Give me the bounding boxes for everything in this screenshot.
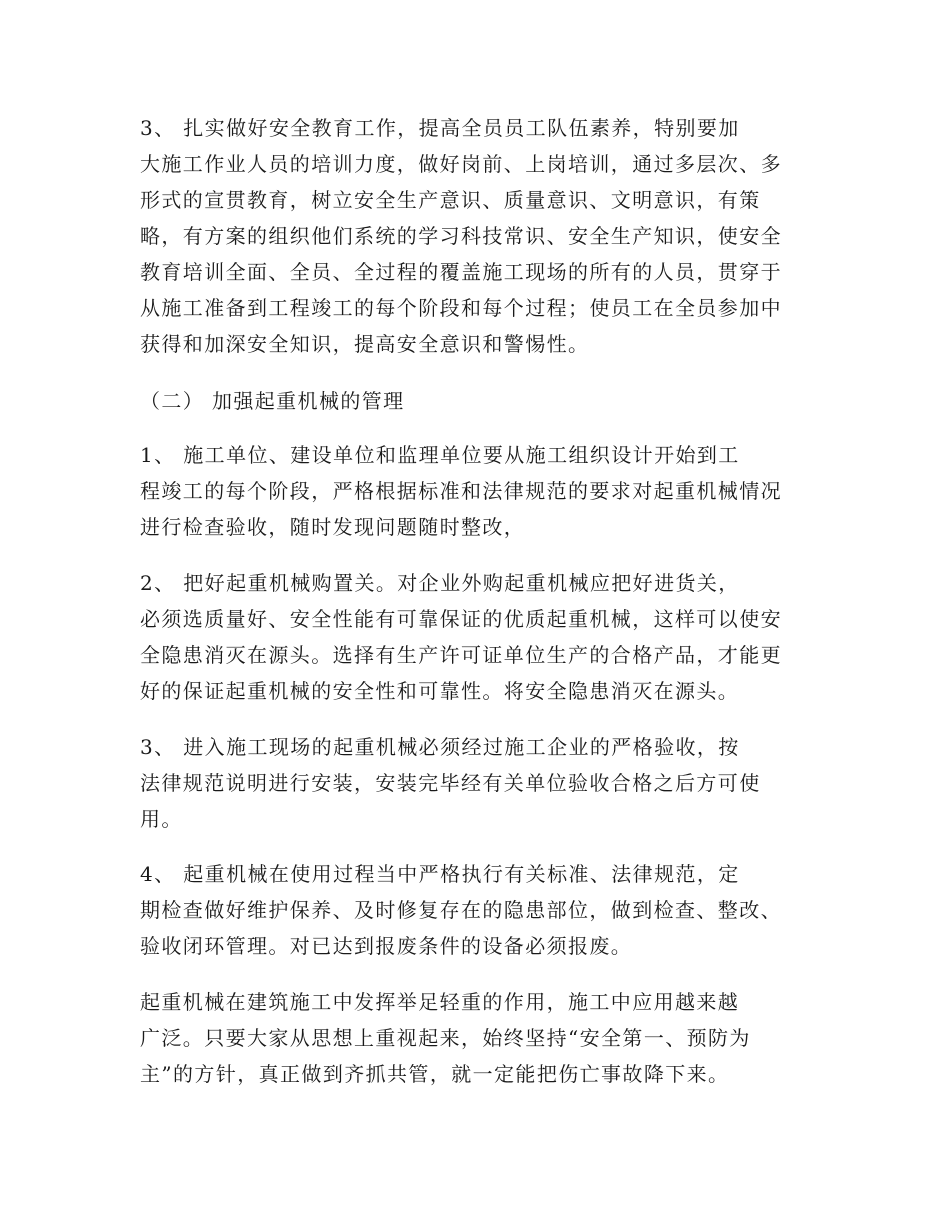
- text-line: 4、 起重机械在使用过程当中严格执行有关标准、法律规范，定: [140, 862, 740, 886]
- text-line: 期检查做好维护保养、及时修复存在的隐患部位，做到检查、整改、: [140, 898, 782, 922]
- text-line: 广泛。只要大家从思想上重视起来，始终坚持“安全第一、预防为: [140, 1026, 751, 1050]
- text-line: 从施工准备到工程竣工的每个阶段和每个过程；使员工在全员参加中: [140, 296, 782, 320]
- text-line: 3、 进入施工现场的起重机械必须经过施工企业的严格验收，按: [140, 735, 740, 759]
- text-line: 教育培训全面、全员、全过程的覆盖施工现场的所有的人员，贯穿于: [140, 260, 782, 284]
- text-line: 获得和加深安全知识，提高安全意识和警惕性。: [140, 332, 590, 356]
- text-line: 1、 施工单位、建设单位和监理单位要从施工组织设计开始到工: [140, 443, 740, 467]
- text-line: 程竣工的每个阶段，严格根据标准和法律规范的要求对起重机械情况: [140, 479, 782, 503]
- paragraph-item-3: [140, 729, 820, 837]
- text-line: 主”的方针，真正做到齐抓共管，就一定能把伤亡事故降下来。: [140, 1062, 730, 1086]
- text-line: 2、 把好起重机械购置关。对企业外购起重机械应把好进货关，: [140, 571, 740, 595]
- text-line: 略，有方案的组织他们系统的学习科技常识、安全生产知识，使安全: [140, 224, 782, 248]
- text-line: （二） 加强起重机械的管理: [140, 389, 405, 413]
- text-line: 用。: [140, 807, 183, 831]
- text-line: 大施工作业人员的培训力度，做好岗前、上岗培训，通过多层次、多: [140, 152, 782, 176]
- text-line: 进行检查验收，随时发现问题随时整改，: [140, 515, 526, 539]
- text-line: 形式的宣贯教育，树立安全生产意识、质量意识、文明意识，有策: [140, 188, 761, 212]
- section-heading: [140, 383, 820, 419]
- paragraph-item-2: [140, 565, 820, 709]
- text-line: 法律规范说明进行安装，安装完毕经有关单位验收合格之后方可使: [140, 771, 761, 795]
- paragraph-item-1: [140, 437, 820, 545]
- text-line: 全隐患消灭在源头。选择有生产许可证单位生产的合格产品，才能更: [140, 643, 782, 667]
- paragraph-item-4: [140, 856, 820, 964]
- text-line: 验收闭环管理。对已达到报废条件的设备必须报废。: [140, 934, 633, 958]
- text-line: 3、 扎实做好安全教育工作，提高全员员工队伍素养，特别要加: [140, 116, 740, 140]
- text-line: 必须选质量好、安全性能有可靠保证的优质起重机械，这样可以使安: [140, 607, 782, 631]
- paragraph-safety-education: [140, 110, 820, 362]
- paragraph-conclusion: [140, 984, 820, 1092]
- text-line: 起重机械在建筑施工中发挥举足轻重的作用，施工中应用越来越: [140, 990, 740, 1014]
- text-line: 好的保证起重机械的安全性和可靠性。将安全隐患消灭在源头。: [140, 679, 740, 703]
